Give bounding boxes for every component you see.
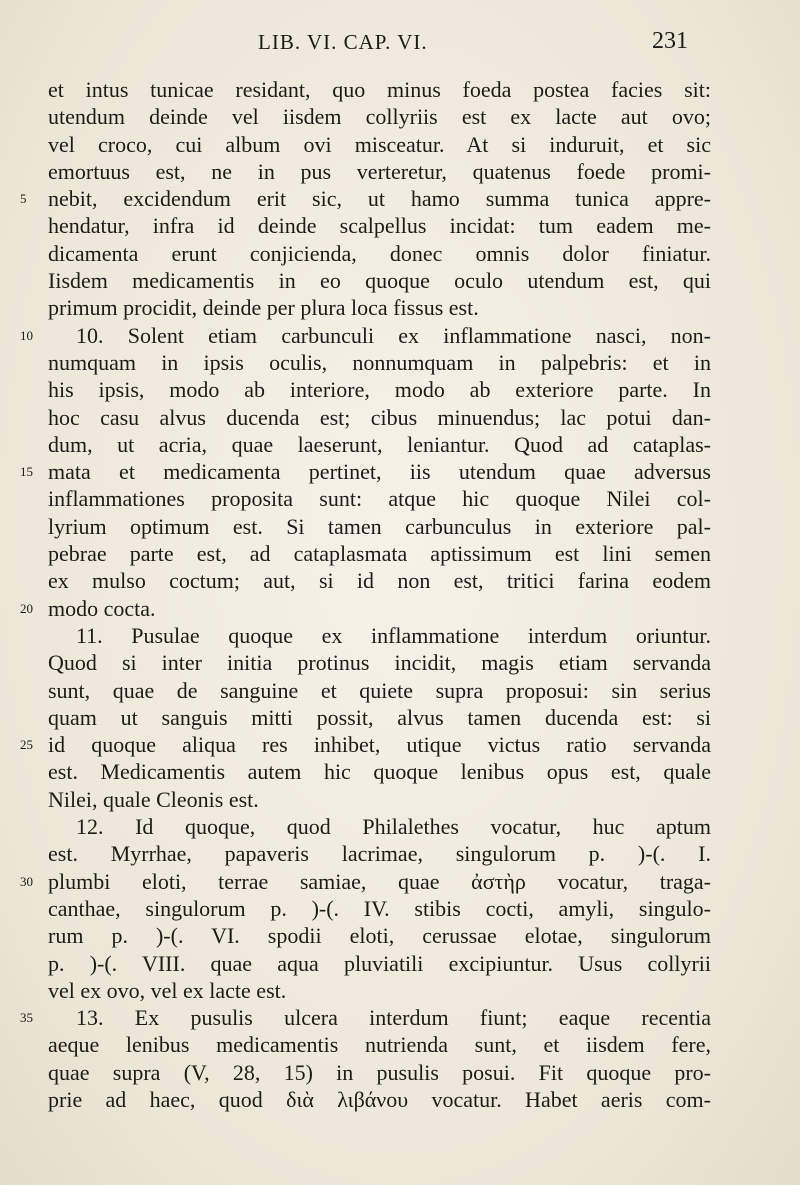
- line-text: Iisdem medicamentis in eo quoque oculo utendum est, qui: [48, 268, 711, 294]
- line-text: quam ut sanguis mitti possit, alvus tamen ducenda est: si: [48, 704, 711, 730]
- line-text: ex mulso coctum; aut, si id non est, tritici farina eodem: [48, 568, 711, 594]
- line-text: p. )-(. VIII. quae aqua pluviatili excipiuntur. Usus collyrii: [48, 950, 711, 976]
- text-line: [48, 431, 711, 458]
- line-text: dicamenta erunt conjicienda, donec omnis dolor finiatur.: [48, 240, 711, 266]
- text-line: [48, 349, 711, 376]
- line-text: quae supra (V, 28, 15) in pusulis posui. Fit quoque pro-: [48, 1059, 711, 1085]
- line-text: numquam in ipsis oculis, nonnumquam in palpebris: et in: [48, 349, 711, 375]
- text-line: [48, 76, 711, 103]
- line-text: emortuus est, ne in pus verteretur, quatenus foede promi-: [48, 158, 711, 184]
- line-text: vel croco, cui album ovi misceatur. At si induruit, et sic: [48, 131, 711, 157]
- text-line: [48, 540, 711, 567]
- line-text: et intus tunicae residant, quo minus foeda postea facies sit:: [48, 77, 711, 102]
- text-line: [48, 1031, 711, 1058]
- text-line: [48, 895, 711, 922]
- text-line: [48, 513, 711, 540]
- text-line: [20, 868, 711, 895]
- text-line: [48, 404, 711, 431]
- line-number: 15: [20, 464, 33, 480]
- text-line: [48, 103, 711, 130]
- text-line: [48, 567, 711, 594]
- line-text: prie ad haec, quod διὰ λιβάνου vocatur. Habet aeris com-: [48, 1086, 711, 1112]
- line-text: Quod si inter initia protinus incidit, magis etiam servanda: [48, 650, 711, 676]
- text-line: [48, 677, 711, 704]
- line-text: modo cocta.: [48, 595, 156, 621]
- text-line: [48, 977, 711, 1004]
- line-text: est. Myrrhae, papaveris lacrimae, singulorum p. )-(. I.: [48, 841, 711, 867]
- text-line: [48, 622, 711, 649]
- line-number: 25: [20, 737, 33, 753]
- line-text: Nilei, quale Cleonis est.: [48, 786, 259, 812]
- page-number: 231: [652, 28, 688, 54]
- line-text: hendatur, infra id deinde scalpellus incidat: tum eadem me-: [48, 213, 711, 239]
- line-text: sunt, quae de sanguine et quiete supra proposui: sin serius: [48, 677, 711, 703]
- line-text: pebrae parte est, ad cataplasmata aptissimum est lini semen: [48, 541, 711, 567]
- text-line: [48, 649, 711, 676]
- text-line: [20, 731, 711, 758]
- line-number: 35: [20, 1010, 33, 1026]
- line-text: 13. Ex pusulis ulcera interdum fiunt; eaque recentia: [76, 1005, 711, 1031]
- line-number: 20: [20, 600, 33, 616]
- text-line: [48, 294, 711, 321]
- text-line: [48, 922, 711, 949]
- text-line: [48, 813, 711, 840]
- line-text: vel ex ovo, vel ex lacte est.: [48, 977, 287, 1003]
- line-text: plumbi eloti, terrae samiae, quae ἀστὴρ vocatur, traga-: [48, 868, 711, 894]
- body-text: [20, 76, 711, 1113]
- text-line: [20, 458, 711, 485]
- line-text: rum p. )-(. VI. spodii eloti, cerussae elotae, singulorum: [48, 923, 711, 949]
- line-text: id quoque aliqua res inhibet, utique victus ratio servanda: [48, 732, 711, 758]
- line-text: primum procidit, deinde per plura loca fissus est.: [48, 295, 479, 321]
- line-text: lyrium optimum est. Si tamen carbunculus in exteriore pal-: [48, 513, 711, 539]
- line-text: est. Medicamentis autem hic quoque lenibus opus est, quale: [48, 759, 711, 785]
- text-line: [20, 185, 711, 212]
- text-line: [20, 595, 711, 622]
- line-number: 10: [20, 327, 33, 343]
- line-text: 11. Pusulae quoque ex inflammatione interdum oriuntur.: [76, 622, 711, 648]
- line-number: 5: [20, 191, 27, 207]
- text-line: [48, 840, 711, 867]
- line-text: aeque lenibus medicamentis nutrienda sunt, et iisdem fere,: [48, 1032, 711, 1058]
- line-text: utendum deinde vel iisdem collyriis est ex lacte aut ovo;: [48, 104, 711, 130]
- text-line: [20, 322, 711, 349]
- line-text: dum, ut acria, quae laeserunt, leniantur. Quod ad cataplas-: [48, 431, 711, 457]
- text-line: [20, 1004, 711, 1031]
- text-line: [48, 212, 711, 239]
- text-line: [48, 485, 711, 512]
- text-line: [48, 758, 711, 785]
- running-title: LIB. VI. CAP. VI.: [258, 30, 428, 54]
- text-line: [48, 240, 711, 267]
- line-text: mata et medicamenta pertinet, iis utendum quae adversus: [48, 459, 711, 485]
- running-head: [48, 28, 688, 60]
- text-line: [48, 950, 711, 977]
- text-line: [48, 131, 711, 158]
- line-text: 12. Id quoque, quod Philalethes vocatur, huc aptum: [76, 814, 711, 840]
- line-number: 30: [20, 873, 33, 889]
- line-text: hoc casu alvus ducenda est; cibus minuendus; lac potui dan-: [48, 404, 711, 430]
- line-text: nebit, excidendum erit sic, ut hamo summa tunica appre-: [48, 186, 711, 212]
- line-text: inflammationes proposita sunt: atque hic quoque Nilei col-: [48, 486, 711, 512]
- text-line: [48, 786, 711, 813]
- line-text: his ipsis, modo ab interiore, modo ab exteriore parte. In: [48, 377, 711, 403]
- line-text: 10. Solent etiam carbunculi ex inflammatione nasci, non-: [76, 322, 711, 348]
- text-line: [48, 376, 711, 403]
- text-line: [48, 1086, 711, 1113]
- line-text: canthae, singulorum p. )-(. IV. stibis cocti, amyli, singulo-: [48, 895, 711, 921]
- text-line: [48, 704, 711, 731]
- text-line: [48, 158, 711, 185]
- text-line: [48, 1059, 711, 1086]
- text-line: [48, 267, 711, 294]
